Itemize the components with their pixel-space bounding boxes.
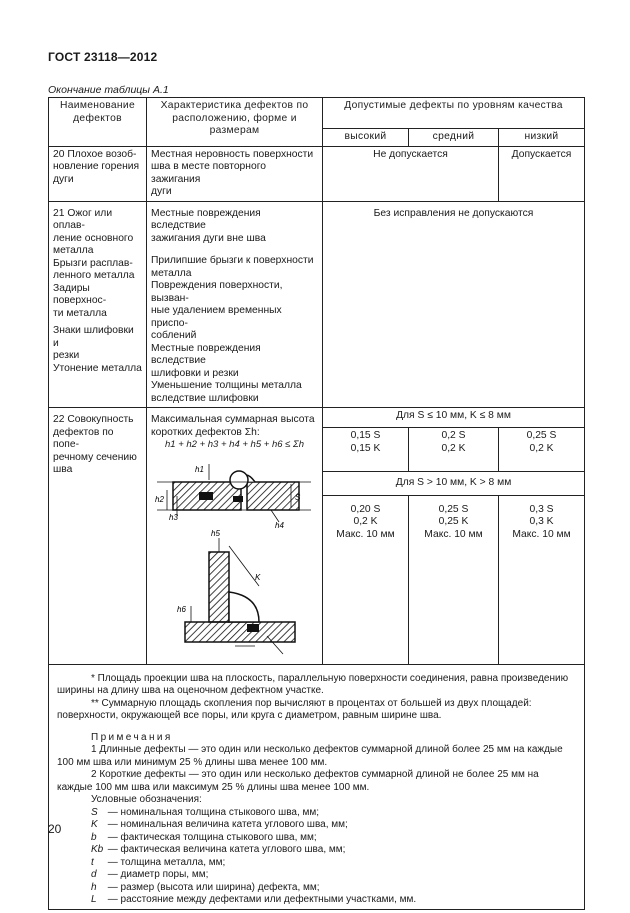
symbol-text: — фактическая толщина стыкового шва, мм; bbox=[107, 831, 317, 843]
line: шлифовки и резки bbox=[151, 367, 239, 379]
line: Местные повреждения вследствие bbox=[151, 342, 261, 366]
line: Повреждения поверхности, вызван- bbox=[151, 280, 283, 304]
symbol-row bbox=[57, 844, 576, 857]
value: Макс. 10 мм bbox=[424, 528, 483, 540]
symbol-text: — номинальная величина катета углового шва, мм; bbox=[107, 819, 348, 830]
line: Уменьшение толщины металла bbox=[151, 380, 302, 391]
symbols-title: Условные обозначения: bbox=[91, 794, 202, 805]
value: 0,15 K bbox=[350, 442, 381, 454]
defect-20-name bbox=[49, 146, 147, 201]
symbol-row bbox=[57, 882, 576, 895]
condition-2: Для S > 10 мм, K > 8 мм bbox=[323, 471, 585, 495]
value: 0,3 S bbox=[529, 503, 554, 515]
weld-defects-diagram bbox=[151, 456, 317, 662]
value: 0,20 S bbox=[350, 503, 381, 515]
line: 20 Плохое возоб- bbox=[53, 148, 137, 160]
symbol-text: — расстояние между дефектами или дефектными участками, мм. bbox=[107, 894, 417, 905]
line: соблений bbox=[151, 330, 197, 341]
symbol-row bbox=[57, 807, 576, 820]
symbol-row bbox=[57, 832, 576, 845]
symbol-key: d bbox=[91, 869, 97, 880]
symbol-key: h bbox=[91, 881, 97, 893]
line: металла bbox=[151, 267, 192, 279]
level-low: низкий bbox=[499, 129, 585, 147]
line: Прилипшие брызги к поверхности bbox=[151, 255, 314, 266]
line: Знаки шлифовки и bbox=[53, 325, 134, 349]
symbol-key: b bbox=[91, 831, 97, 843]
value: 0,2 K bbox=[353, 516, 378, 528]
line: новление горения bbox=[53, 161, 140, 172]
defect-22-characteristic bbox=[147, 408, 323, 665]
cond1-medium bbox=[409, 428, 499, 471]
level-high: высокий bbox=[323, 129, 409, 147]
table-caption: Окончание таблицы А.1 bbox=[48, 84, 169, 96]
standard-number: ГОСТ 23118—2012 bbox=[48, 50, 158, 64]
defect-20-high-medium: Не допускается bbox=[323, 146, 499, 201]
cond2-medium bbox=[409, 495, 499, 664]
value: Макс. 10 мм bbox=[336, 528, 395, 540]
line: дуги bbox=[151, 186, 172, 197]
symbol-key: t bbox=[91, 856, 94, 868]
cond1-high bbox=[323, 428, 409, 471]
value: 0,25 K bbox=[438, 516, 469, 528]
line: 22 Совокупность bbox=[53, 414, 134, 425]
footnote-2: ** Суммарную площадь скопления пор вычисляют в процентах от большей из двух площадей: поверхности, окружающей все поры, или круга с диаметром, равным ширине шва. bbox=[57, 697, 532, 721]
symbol-key: L bbox=[91, 894, 97, 905]
col-header-allowed: Допустимые дефекты по уровням качества bbox=[323, 98, 585, 129]
label-h2: h2 bbox=[155, 494, 164, 504]
sum-formula: h1 + h2 + h3 + h4 + h5 + h6 ≤ Σh bbox=[164, 439, 304, 450]
symbol-row bbox=[57, 857, 576, 870]
value: 0,3 K bbox=[529, 516, 554, 528]
col-header-name: Наименование дефектов bbox=[49, 98, 147, 147]
defect-22-name bbox=[49, 408, 147, 665]
label-h4: h4 bbox=[275, 520, 284, 530]
defects-table bbox=[48, 97, 585, 910]
line: Задиры поверхнос- bbox=[53, 282, 107, 306]
defect-21-name bbox=[49, 201, 147, 408]
symbol-text: — фактическая величина катета углового шва, мм; bbox=[107, 844, 346, 855]
defect-21-allowed: Без исправления не допускаются bbox=[323, 201, 585, 408]
table-notes bbox=[49, 664, 585, 909]
value: 0,25 S bbox=[438, 503, 469, 515]
line: Максимальная суммарная высота bbox=[151, 414, 315, 425]
label-h1: h1 bbox=[195, 464, 204, 474]
symbol-row bbox=[57, 894, 576, 907]
value: 0,2 S bbox=[441, 430, 466, 442]
symbol-text: — толщина металла, мм; bbox=[107, 856, 226, 868]
line: шва в месте повторного зажигания bbox=[151, 161, 266, 185]
symbol-row bbox=[57, 819, 576, 832]
fillet-joint-figure bbox=[177, 529, 295, 654]
symbol-row bbox=[57, 869, 576, 882]
line: металла bbox=[53, 245, 94, 256]
label-k: K bbox=[255, 572, 261, 582]
line: коротких дефектов Σh: bbox=[151, 426, 260, 438]
col-header-characteristic: Характеристика дефектов по расположению, форме и размерам bbox=[147, 98, 323, 147]
line: Местные повреждения вследствие bbox=[151, 207, 261, 231]
line: речному сечению bbox=[53, 451, 137, 463]
value: 0,2 K bbox=[441, 442, 466, 454]
symbol-text: — размер (высота или ширина) дефекта, мм; bbox=[107, 881, 320, 893]
label-s: S bbox=[295, 492, 301, 502]
line: ные удалением временных приспо- bbox=[151, 305, 282, 329]
notes-title: Примечания bbox=[91, 731, 173, 743]
value: Макс. 10 мм bbox=[512, 528, 571, 540]
level-medium: средний bbox=[409, 129, 499, 147]
symbol-text: — диаметр поры, мм; bbox=[107, 869, 209, 880]
note-2: 2 Короткие дефекты — это один или несколько дефектов суммарной длиной не более 25 мм на каждые 100 мм шва или максимум 25 % длины шва менее 100 мм. bbox=[57, 769, 539, 793]
line: Брызги расплав- bbox=[53, 257, 133, 269]
label-h5: h5 bbox=[211, 528, 220, 538]
note-1: 1 Длинные дефекты — это один или несколько дефектов суммарной длиной более 25 мм на каждые 100 мм шва или минимум 25 % длины шва менее 100 мм. bbox=[57, 744, 563, 768]
line: ление основного bbox=[53, 232, 134, 244]
label-h3: h3 bbox=[169, 512, 178, 522]
line: дуги bbox=[53, 173, 74, 185]
line: Утонение металла bbox=[53, 362, 142, 374]
symbol-key: S bbox=[91, 806, 98, 818]
value: 0,15 S bbox=[350, 430, 381, 442]
butt-joint-figure bbox=[155, 464, 311, 530]
line: дефектов по попе- bbox=[53, 426, 114, 450]
label-h6: h6 bbox=[177, 604, 186, 614]
line: вследствие шлифовки bbox=[151, 392, 259, 404]
defect-20-characteristic bbox=[147, 146, 323, 201]
line: Местная неровность поверхности bbox=[151, 148, 314, 160]
symbol-key: Kb bbox=[91, 844, 104, 855]
defect-21-characteristic bbox=[147, 201, 323, 408]
line: зажигания дуги вне шва bbox=[151, 232, 266, 244]
line: шва bbox=[53, 464, 73, 475]
value: 0,25 S bbox=[526, 430, 557, 442]
condition-1: Для S ≤ 10 мм, K ≤ 8 мм bbox=[323, 408, 585, 428]
line: 21 Ожог или оплав- bbox=[53, 207, 113, 231]
page-number: 20 bbox=[48, 822, 62, 836]
footnote-1: * Площадь проекции шва на плоскость, параллельную поверхности соединения, равна произведению ширины на длину шва на оценочном дефектном участке. bbox=[57, 672, 569, 696]
line: ленного металла bbox=[53, 270, 135, 281]
symbol-text: — номинальная толщина стыкового шва, мм; bbox=[107, 806, 320, 818]
value: 0,2 K bbox=[529, 442, 554, 454]
symbol-key: K bbox=[91, 819, 98, 830]
cond2-low bbox=[499, 495, 585, 664]
defect-20-low: Допускается bbox=[499, 146, 585, 201]
line: ти металла bbox=[53, 307, 107, 319]
cond2-high bbox=[323, 495, 409, 664]
line: резки bbox=[53, 350, 80, 361]
cond1-low bbox=[499, 428, 585, 471]
